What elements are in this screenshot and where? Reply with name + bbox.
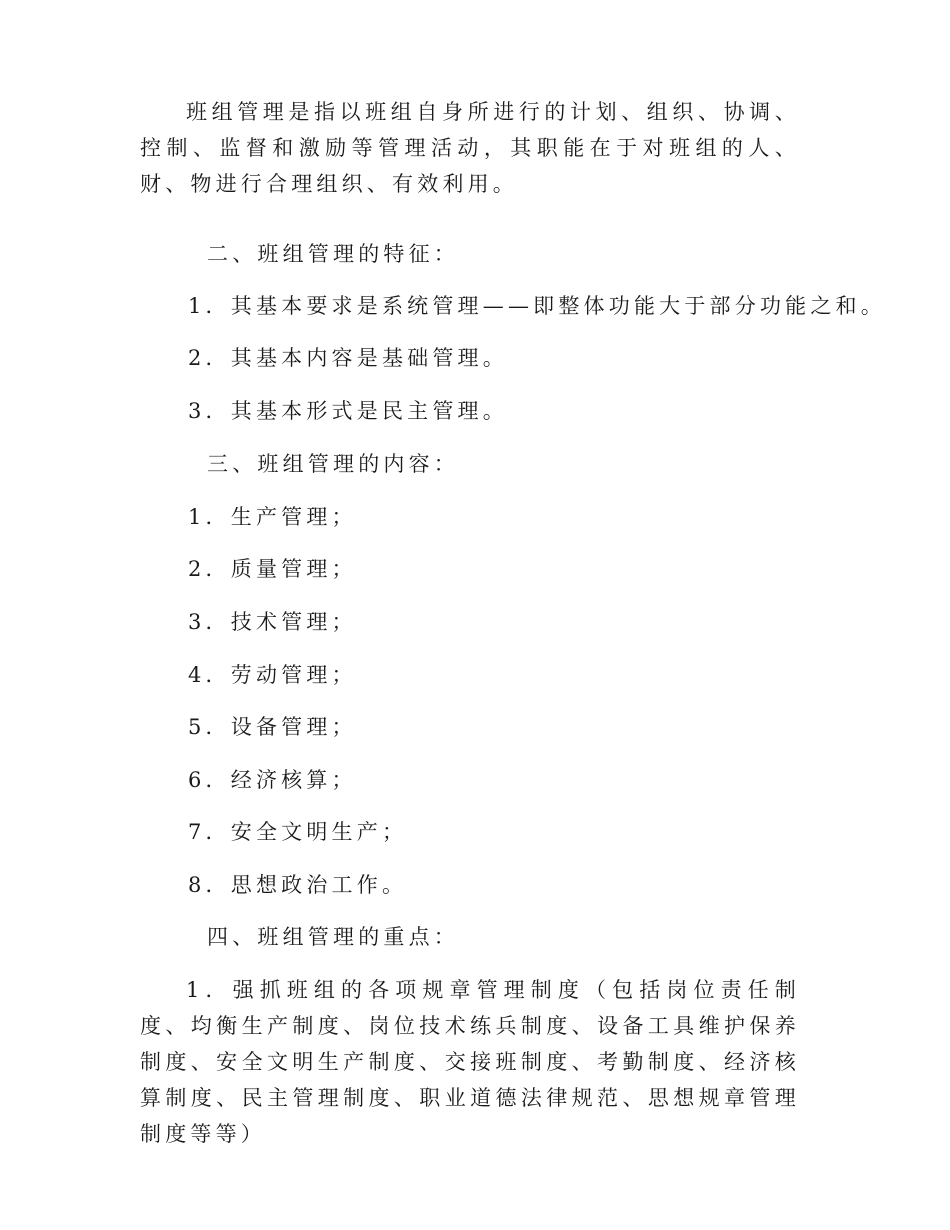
section-heading-features: 二、班组管理的特征： [207,242,459,266]
list-item: 4．劳动管理； [188,663,357,687]
list-item: 7．安全文明生产； [188,820,408,844]
list-item: 2．质量管理； [188,557,357,581]
list-item: 3．技术管理； [188,610,357,634]
list-item: 3．其基本形式是民主管理。 [188,399,508,423]
list-item: 1．其基本要求是系统管理——即整体功能大于部分功能之和。 [188,294,886,318]
list-item: 1．生产管理； [188,505,357,529]
list-item: 5．设备管理； [188,715,357,739]
focus-item-paragraph: 1．强抓班组的各项规章管理制度（包括岗位责任制度、均衡生产制度、岗位技术练兵制度、设备工具维护保养制度、安全文明生产制度、交接班制度、考勤制度、经济核算制度、民主管理制度、职业道德法律规范、思想规章管理制度等等） [140,978,800,1146]
list-item: 2．其基本内容是基础管理。 [188,346,508,370]
section-heading-focus: 四、班组管理的重点： [207,925,459,949]
list-item: 8．思想政治工作。 [188,873,408,897]
list-item: 6．经济核算； [188,768,357,792]
section-heading-content: 三、班组管理的内容： [207,452,459,476]
intro-paragraph: 班组管理是指以班组自身所进行的计划、组织、协调、控制、监督和激励等管理活动，其职能在于对班组的人、财、物进行合理组织、有效利用。 [140,100,800,196]
